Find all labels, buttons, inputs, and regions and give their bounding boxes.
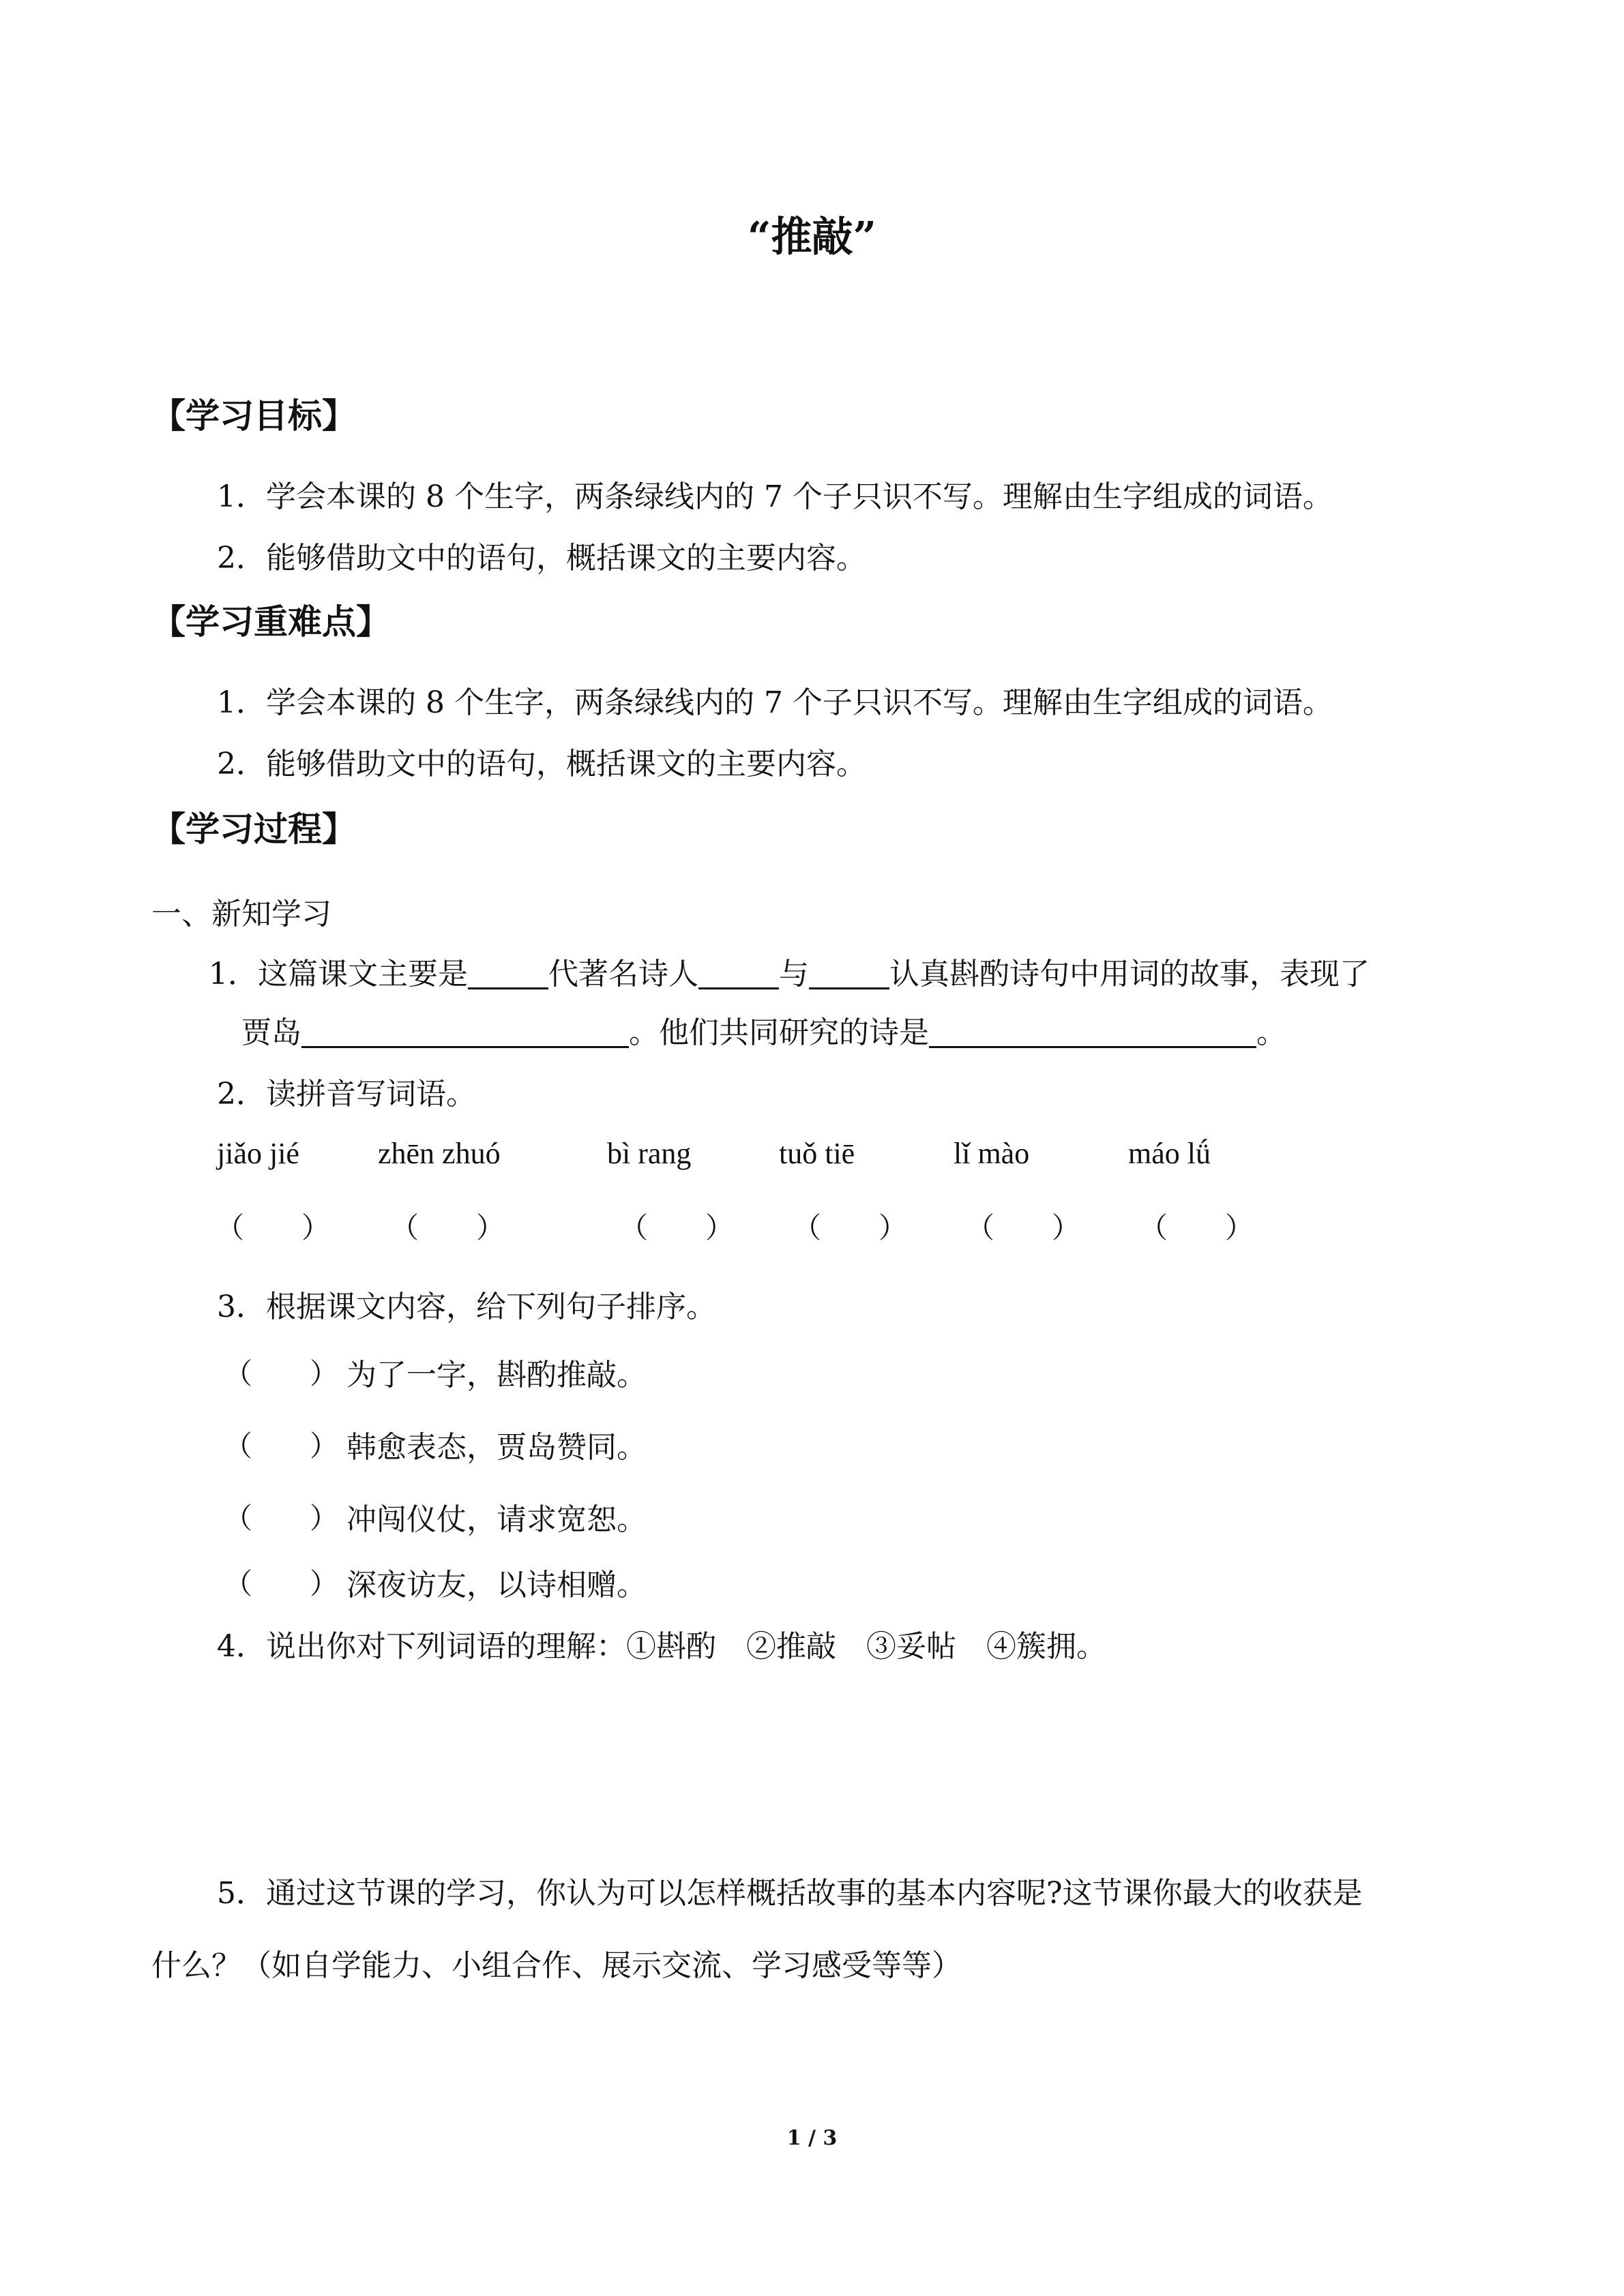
question-4-text: 4．说出你对下列词语的理解：①斟酌 ②推敲 ③妥帖 ④簇拥。 <box>217 1629 1106 1664</box>
section-heading-goals: 【学习目标】 <box>151 396 356 436</box>
order-item-3: 冲闯仪仗，请求宽恕。 <box>346 1502 647 1537</box>
q1-mid1: 代著名诗人 <box>548 957 698 992</box>
pinyin-1: jiǎo jié <box>217 1137 299 1170</box>
page-title: “推敲” <box>747 213 877 261</box>
answer-paren-1[interactable]: （ ） <box>216 1211 331 1244</box>
goal-item-2: 2．能够借助文中的语句，概括课文的主要内容。 <box>217 541 866 576</box>
order-item-4: 深夜访友，以诗相赠。 <box>346 1568 647 1602</box>
q1-line2-end: 。 <box>1256 1015 1286 1050</box>
order-item-1: 为了一字，斟酌推敲。 <box>346 1358 647 1392</box>
order-paren-4[interactable]: （ ） <box>224 1567 339 1600</box>
question-1-line-1 <box>209 949 1370 993</box>
q1-blank-poet[interactable] <box>698 960 779 989</box>
answer-paren-4[interactable]: （ ） <box>793 1211 908 1244</box>
answer-paren-2[interactable]: （ ） <box>390 1211 505 1244</box>
answer-paren-6[interactable]: （ ） <box>1139 1211 1254 1244</box>
section-heading-process: 【学习过程】 <box>151 809 356 849</box>
order-paren-2[interactable]: （ ） <box>224 1429 339 1463</box>
pinyin-5: lǐ mào <box>954 1137 1030 1170</box>
order-item-2: 韩愈表态，贾岛赞同。 <box>346 1430 647 1465</box>
question-2-text: 2．读拼音写词语。 <box>217 1077 476 1112</box>
key-point-item-2: 2．能够借助文中的语句，概括课文的主要内容。 <box>217 747 866 781</box>
q1-mid2: 与 <box>779 957 809 992</box>
q1-line2-mid: 。他们共同研究的诗是 <box>629 1015 929 1050</box>
q1-blank-person[interactable] <box>809 960 889 989</box>
q1-mid3: 认真斟酌诗句中用词的故事，表现了 <box>889 957 1370 992</box>
page-number: 1 / 3 <box>786 2126 838 2150</box>
key-point-item-1: 1．学会本课的 8 个生字，两条绿线内的 7 个子只识不写。理解由生字组成的词语。 <box>217 685 1333 720</box>
q1-line2-prefix: 贾岛 <box>241 1015 301 1050</box>
pinyin-2: zhēn zhuó <box>378 1137 501 1170</box>
order-paren-3[interactable]: （ ） <box>224 1502 339 1535</box>
answer-paren-3[interactable]: （ ） <box>619 1211 735 1244</box>
q1-prefix: 1．这篇课文主要是 <box>209 957 468 992</box>
goal-item-1: 1．学会本课的 8 个生字，两条绿线内的 7 个子只识不写。理解由生字组成的词语。 <box>217 479 1333 514</box>
pinyin-6: máo lǘ <box>1128 1137 1211 1170</box>
answer-paren-5[interactable]: （ ） <box>966 1211 1081 1244</box>
question-5-line-1: 5．通过这节课的学习，你认为可以怎样概括故事的基本内容呢?这节课你最大的收获是 <box>217 1876 1363 1911</box>
question-3-text: 3．根据课文内容，给下列句子排序。 <box>217 1289 716 1324</box>
pinyin-4: tuǒ tiē <box>779 1137 855 1170</box>
section-heading-key-points: 【学习重难点】 <box>151 601 390 642</box>
part1-title: 一、新知学习 <box>151 897 331 931</box>
pinyin-3: bì rang <box>607 1137 692 1170</box>
q1-blank-poem[interactable] <box>929 1019 1256 1048</box>
q1-blank-quality[interactable] <box>301 1019 629 1048</box>
question-1-line-2 <box>241 1008 1286 1052</box>
q1-blank-dynasty[interactable] <box>468 960 548 989</box>
order-paren-1[interactable]: （ ） <box>224 1357 339 1390</box>
question-5-line-2: 什么？（如自学能力、小组合作、展示交流、学习感受等等） <box>151 1948 962 1983</box>
